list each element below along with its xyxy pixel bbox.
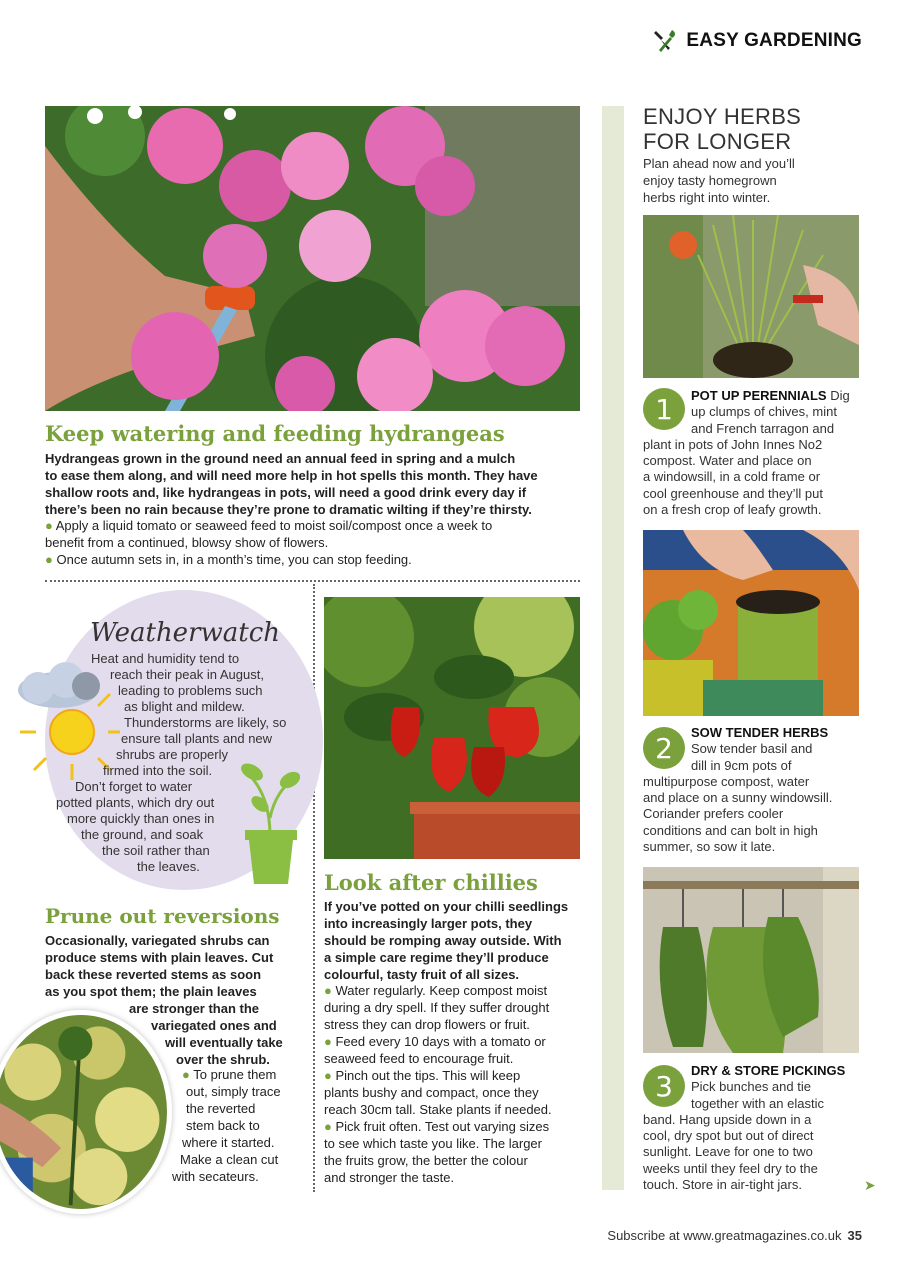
hydrangea-tips: ● Apply a liquid tomato or seaweed feed to moist soil/compost once a week to benefit from a continued, blowsy show of flowers. ● Once autumn sets in, in a month’s time, you can stop feeding. [45, 518, 493, 567]
drying-herbs-photo [643, 867, 859, 1053]
chillies-intro: If you’ve potted on your chilli seedlings into increasingly larger pots, they should be romping away outside. With a simple care regime they’ll produce colourful, tasty fruit of all sizes. [324, 899, 569, 982]
prune-heading: Prune out reversions [45, 904, 280, 928]
section-title: EASY GARDENING [686, 30, 862, 51]
weather-line: potted plants, which dry out [56, 795, 215, 810]
chillies-tips: ● Water regularly. Keep compost moist during a dry spell. If they suffer drought stress they can drop flowers or fruit. ● Feed every 10 days with a tomato or seaweed feed to encourage fruit. ● Pinch out the tips. This will keep plants bushy and compact, once they reach 30cm tall. Stake plants if needed. ● Pick fruit often. Test out varying sizes to see which taste you like. The larger the fruits grow, the better the colour and stronger the taste. [324, 983, 552, 1185]
continue-arrow-icon: ➤ [864, 1177, 876, 1193]
section-header [652, 28, 862, 54]
sun-cloud-icon [8, 660, 120, 780]
page-footer [607, 1228, 862, 1243]
hydrangea-intro: Hydrangeas grown in the ground need an annual feed in spring and a mulch to ease them along, and will need more help in hot spells this month. They have shallow roots and, like hydrangeas in pots, will need a good drink every day if there’s been no rain because they’re prone to dramatic wilting if they’re thirsty. [45, 451, 538, 517]
prune-instructions: ● To prune them out, simply trace the reverted stem back to where it started. Make a clean cut with secateurs. [172, 1067, 281, 1184]
weatherwatch-title: Weatherwatch [90, 618, 281, 648]
weather-line: shrubs are properly [116, 747, 228, 762]
step-2-text: SOW TENDER HERBS Sow tender basil and dill in 9cm pots of multipurpose compost, water and place on a sunny windowsill. Coriander prefers cooler conditions and can bolt in high summer, so sow it late. [643, 725, 833, 855]
chives-photo [643, 215, 859, 378]
weather-line: Thunderstorms are likely, so [124, 715, 287, 730]
bullet-dot: ● [324, 1119, 332, 1134]
prune-intro: Occasionally, variegated shrubs can produce stems with plain leaves. Cut back these reverted stems as soon as you spot them; the plain leaves are stronger than the variegated ones and will eventually take over the shrub. [45, 933, 283, 1067]
weather-line: firmed into the soil. [103, 763, 213, 778]
step-3-text: DRY & STORE PICKINGS Pick bunches and tie together with an elastic band. Hang upside down in a cool, dry spot but out of direct sunlight. Leave for one to two weeks until they feel dry to the touch. Store in air-tight jars. [643, 1063, 846, 1193]
sidebar-accent-bar [602, 106, 624, 1190]
page-number: 35 [847, 1228, 862, 1243]
weather-line: Don’t forget to water [75, 779, 193, 794]
weather-line: reach their peak in August, [110, 667, 264, 682]
weather-line: the ground, and soak [81, 827, 204, 842]
hydrangea-photo [45, 106, 580, 411]
basil-sowing-photo [643, 530, 859, 716]
weather-line: the leaves. [137, 859, 200, 874]
step-number: 1 [643, 388, 685, 430]
chilli-photo [324, 597, 580, 859]
weather-line: leading to problems such [118, 683, 263, 698]
subscribe-link[interactable]: Subscribe at www.greatmagazines.co.uk [607, 1228, 842, 1243]
herbs-title: ENJOY HERBS FOR LONGER [643, 104, 802, 154]
section-divider [45, 580, 580, 582]
hydrangea-heading: Keep watering and feeding hydrangeas [45, 421, 505, 446]
weather-line: the soil rather than [102, 843, 210, 858]
bullet-dot: ● [324, 1034, 332, 1049]
herbs-intro: Plan ahead now and you’ll enjoy tasty homegrown herbs right into winter. [643, 156, 795, 205]
step-1-text: POT UP PERENNIALS Dig up clumps of chives, mint and French tarragon and plant in pots of John Innes No2 compost. Water and place on a windowsill, in a cold frame or cool greenhouse and they’ll put on a fresh crop of leafy growth. [643, 388, 850, 518]
weather-line: more quickly than ones in [67, 811, 215, 826]
chillies-heading: Look after chillies [324, 870, 538, 895]
seedling-pot-icon [240, 758, 300, 886]
column-divider [313, 584, 315, 1192]
trowel-fork-icon [652, 28, 678, 54]
bullet-dot: ● [182, 1067, 190, 1082]
step-number: 2 [643, 727, 685, 769]
weather-line: Heat and humidity tend to [91, 651, 240, 666]
variegated-shrub-photo [0, 1010, 172, 1214]
bullet-dot: ● [324, 983, 332, 998]
step-number: 3 [643, 1065, 685, 1107]
weather-line: ensure tall plants and new [121, 731, 273, 746]
bullet-dot: ● [324, 1068, 332, 1083]
bullet-dot: ● [45, 518, 53, 533]
weather-line: as blight and mildew. [124, 699, 245, 714]
bullet-dot: ● [45, 552, 53, 567]
